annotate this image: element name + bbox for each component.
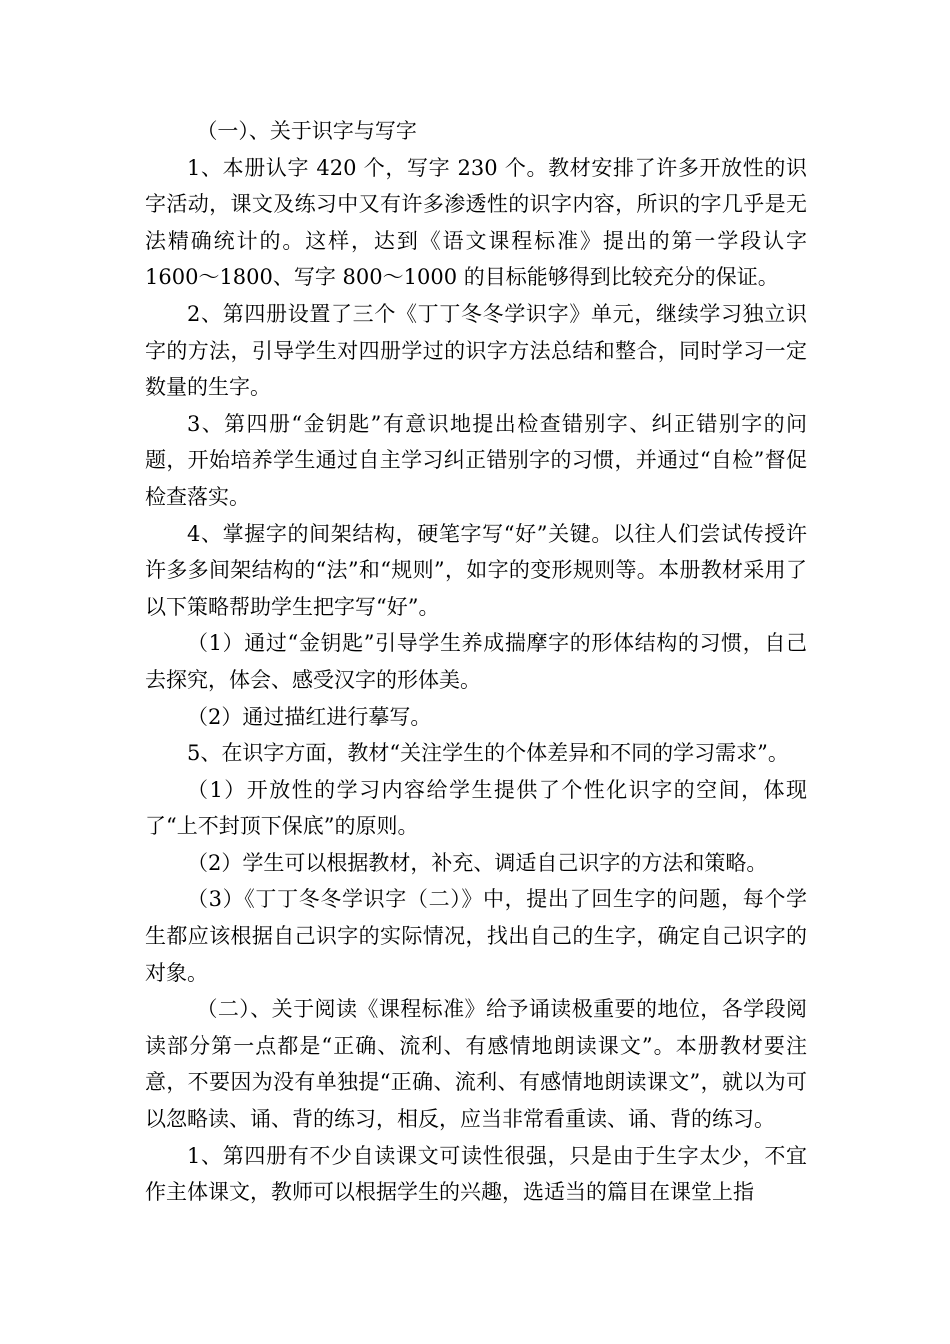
paragraph-item-2: 2、第四册设置了三个《丁丁冬冬学识字》单元，继续学习独立识字的方法，引导学生对四册学过的识字方法总结和整合，同时学习一定数量的生字。 — [145, 301, 807, 400]
paragraph-item-4: 4、掌握字的间架结构，硬笔字写“好”关键。以往人们尝试传授许许多多间架结构的“法”和“规则”，如字的变形规则等。本册教材采用了以下策略帮助学生把字写“好”。 — [145, 521, 807, 619]
paragraph-subitem-4-1: （1）通过“金钥匙”引导学生养成揣摩字的形体结构的习惯，自己去探究，体会、感受汉字的形体美。 — [145, 631, 807, 692]
paragraph-subitem-5-3: （3）《丁丁冬冬学识字（二）》中，提出了回生字的问题，每个学生都应该根据自己识字的实际情况，找出自己的生字，确定自己识字的对象。 — [145, 887, 807, 985]
paragraph-item-1: 1、本册认字 420 个，写字 230 个。教材安排了许多开放性的识字活动，课文及练习中又有许多渗透性的识字内容，所识的字几乎是无法精确统计的。这样，达到《语文课程标准》提出的第一学段认字 1600～1800、写字 800～1000 的目标能够得到比较充分的保证。 — [145, 155, 807, 290]
paragraph-subitem-4-2: （2）通过描红进行摹写。 — [187, 704, 432, 729]
section-heading-literacy: （一）、关于识字与写字 — [196, 119, 417, 143]
paragraph-subitem-5-2: （2）学生可以根据教材，补充、调适自己识字的方法和策略。 — [187, 850, 768, 875]
paragraph-item-5: 5、在识字方面，教材“关注学生的个体差异和不同的学习需求”。 — [187, 741, 789, 766]
paragraph-subitem-5-1: （1）开放性的学习内容给学生提供了个性化识字的空间，体现了“上不封顶下保底”的原则。 — [145, 777, 807, 839]
paragraph-reading-item-1: 1、第四册有不少自读课文可读性很强，只是由于生字太少，不宜作主体课文，教师可以根据学生的兴趣，选适当的篇目在课堂上指 — [145, 1143, 807, 1205]
paragraph-item-3: 3、第四册“金钥匙”有意识地提出检查错别字、纠正错别字的问题，开始培养学生通过自主学习纠正错别字的习惯，并通过“自检”督促检查落实。 — [145, 411, 807, 509]
document-body — [145, 113, 807, 1211]
section-heading-reading: （二）、关于阅读《课程标准》给予诵读极重要的地位，各学段阅读部分第一点都是“正确、流利、有感情地朗读课文”。本册教材要注意，不要因为没有单独提“正确、流利、有感情地朗读课文”，就以为可以忽略读、诵、背的练习，相反，应当非常看重读、诵、背的练习。 — [145, 997, 807, 1132]
